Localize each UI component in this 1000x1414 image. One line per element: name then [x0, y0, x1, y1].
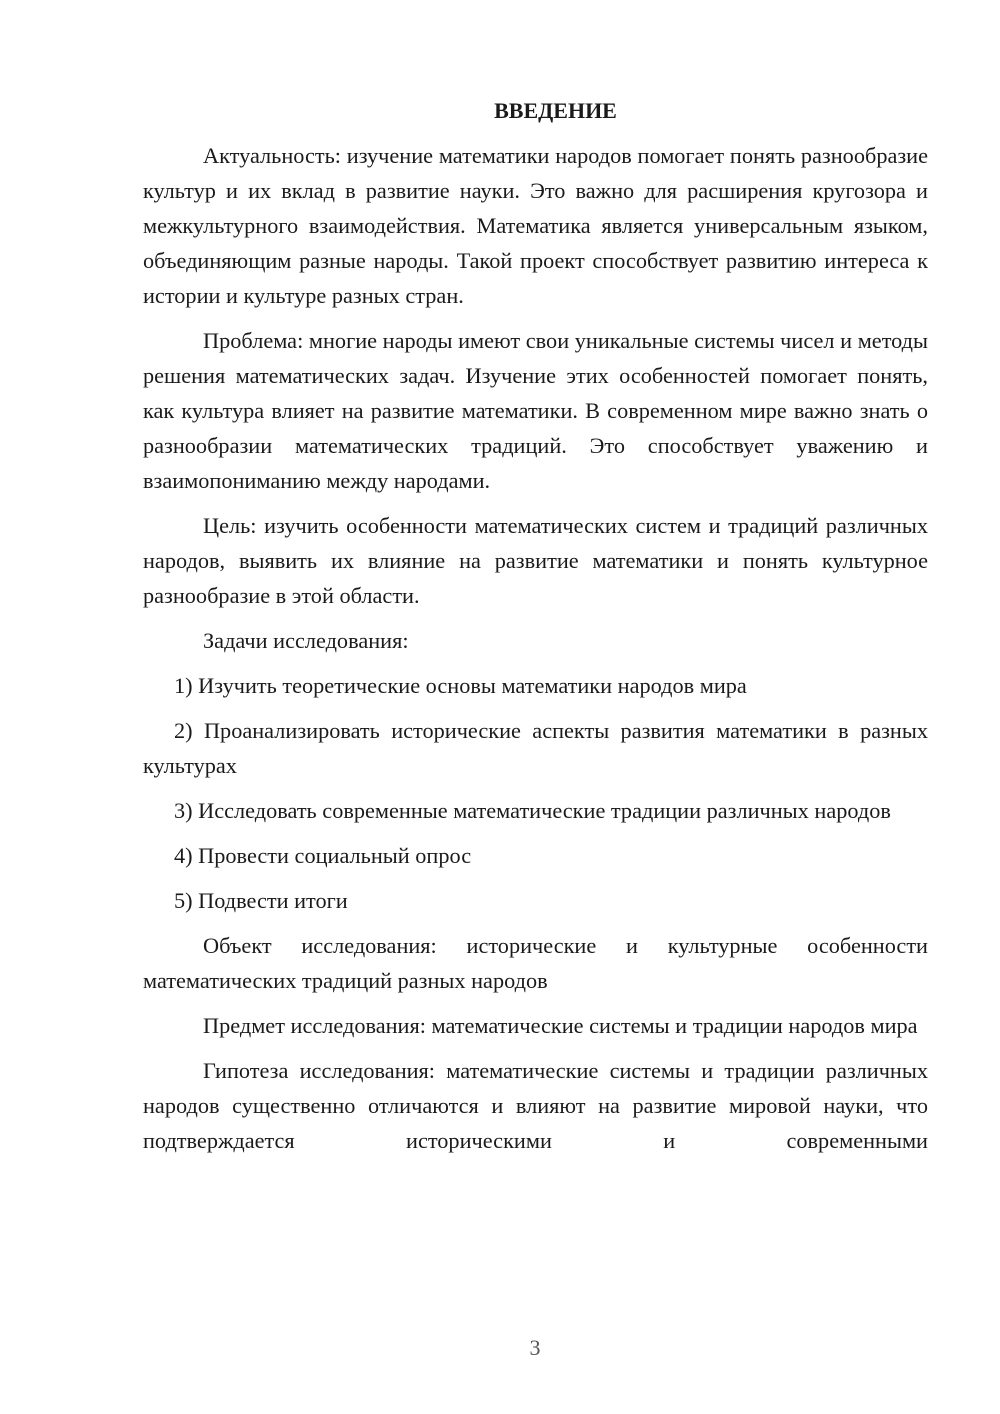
task-item-1: 1) Изучить теоретические основы математики народов мира [174, 673, 747, 698]
task-item-3: 3) Исследовать современные математические традиции различных народов [174, 798, 891, 823]
page-content [143, 93, 928, 1168]
tasks-heading: Задачи исследования: [203, 628, 409, 653]
problem-paragraph: Проблема: многие народы имеют свои уникальные системы чисел и методы решения математических задач. Изучение этих особенностей помогает понять, как культура влияет на развитие математики. В современном мире важно знать о разнообразии математических традиций. Это способствует уважению и взаимопониманию между народами. [143, 328, 928, 493]
hypothesis-paragraph: Гипотеза исследования: математические системы и традиции различных народов существенно отличаются и влияют на развитие мировой науки, что подтверждается историческими и современными [143, 1058, 928, 1153]
task-item-5: 5) Подвести итоги [174, 888, 348, 913]
object-paragraph: Объект исследования: исторические и культурные особенности математических традиций разных народов [143, 933, 928, 993]
goal-paragraph: Цель: изучить особенности математических систем и традиций различных народов, выявить их влияние на развитие математики и понять культурное разнообразие в этой области. [143, 513, 928, 608]
subject-paragraph: Предмет исследования: математические системы и традиции народов мира [203, 1013, 918, 1038]
page-title: ВВЕДЕНИЕ [494, 98, 617, 123]
task-item-2: 2) Проанализировать исторические аспекты развития математики в разных культурах [143, 718, 928, 778]
relevance-paragraph: Актуальность: изучение математики народов помогает понять разнообразие культур и их вклад в развитие науки. Это важно для расширения кругозора и межкультурного взаимодействия. Математика является универсальным языком, объединяющим разные народы. Такой проект способствует развитию интереса к истории и культуре разных стран. [143, 143, 928, 308]
page-number: 3 [529, 1335, 541, 1360]
task-item-4: 4) Провести социальный опрос [174, 843, 472, 868]
